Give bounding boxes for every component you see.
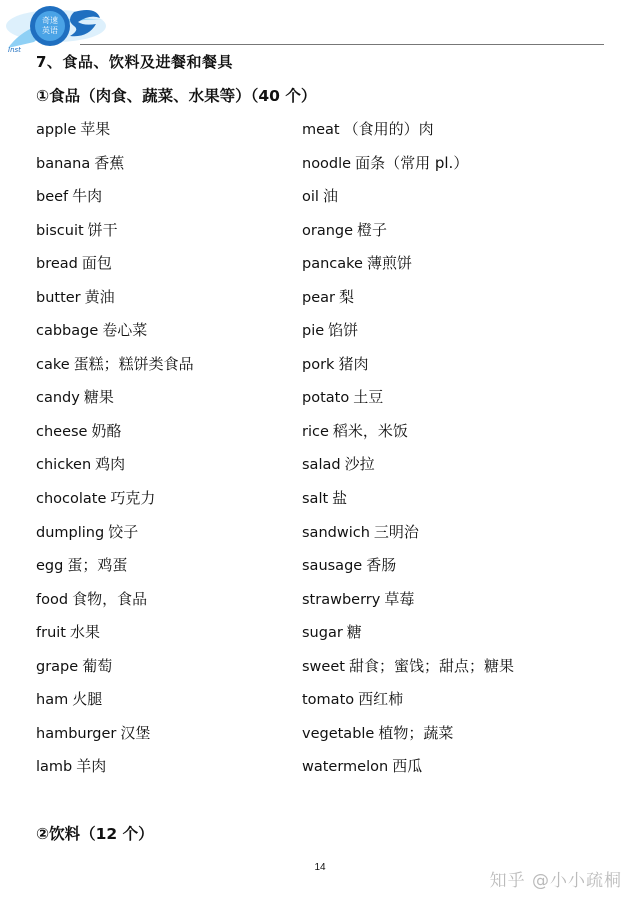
vocab-word: salt — [302, 491, 329, 508]
drinks-subsection-title: ②饮料（12 个） — [36, 825, 154, 843]
vocab-meaning: 卷心菜 — [102, 321, 148, 340]
vocab-word: butter — [36, 289, 81, 306]
vocab-meaning: 梨 — [338, 287, 354, 306]
vocab-meaning: 鸡肉 — [95, 455, 126, 474]
vocab-word: sweet — [302, 658, 345, 675]
vocab-meaning: 馅饼 — [328, 321, 359, 340]
vocab-word: rice — [302, 423, 329, 440]
page-number: 14 — [314, 862, 326, 873]
vocab-word: orange — [302, 222, 354, 239]
vocab-word: pork — [302, 356, 335, 373]
vocab-entry — [302, 418, 514, 452]
vocab-entry — [36, 619, 194, 653]
vocab-word: dumpling — [36, 524, 105, 541]
vocab-word: watermelon — [302, 759, 389, 776]
vocab-entry — [36, 519, 194, 553]
vocab-meaning: 苹果 — [80, 120, 111, 138]
vocab-word: sausage — [302, 558, 363, 575]
vocab-entry — [36, 485, 194, 519]
vocab-entry — [36, 284, 194, 318]
vocab-word: cake — [36, 356, 70, 373]
vocab-entry — [302, 150, 514, 184]
vocab-entry — [36, 686, 194, 720]
vocab-meaning: 甜食；蜜饯；甜点；糖果 — [348, 656, 514, 675]
vocab-word: hamburger — [36, 725, 117, 742]
vocab-meaning: 薄煎饼 — [366, 254, 412, 273]
vocab-entry — [302, 519, 514, 553]
vocab-entry — [36, 720, 194, 754]
vocab-word: noodle — [302, 155, 352, 172]
vocab-entry — [36, 418, 194, 452]
vocab-word: cheese — [36, 423, 88, 440]
food-subsection-title: ①食品（肉食、蔬菜、水果等）（40 个） — [36, 87, 317, 105]
vocab-entry — [302, 284, 514, 318]
vocab-meaning: 橙子 — [357, 220, 388, 239]
vocab-entry — [36, 183, 194, 217]
food-list-left — [36, 116, 194, 787]
vocab-word: food — [36, 591, 69, 608]
vocab-word: fruit — [36, 625, 66, 642]
vocab-word: tomato — [302, 692, 355, 709]
vocab-meaning: （食用的）肉 — [343, 120, 434, 138]
vocab-entry — [36, 217, 194, 251]
vocab-word: lamb — [36, 759, 73, 776]
vocab-word: chicken — [36, 457, 92, 474]
vocab-word: oil — [302, 189, 319, 206]
vocab-entry — [302, 183, 514, 217]
vocab-meaning: 羊肉 — [76, 757, 107, 776]
vocab-entry — [36, 116, 194, 150]
vocab-entry — [36, 753, 194, 787]
vocab-meaning: 牛肉 — [72, 187, 103, 206]
vocab-word: meat — [302, 122, 340, 138]
vocab-entry — [302, 552, 514, 586]
vocab-entry — [36, 653, 194, 687]
vocab-meaning: 饺子 — [108, 522, 139, 541]
vocab-entry — [302, 619, 514, 653]
vocab-word: biscuit — [36, 222, 84, 239]
vocab-meaning: 火腿 — [72, 690, 103, 709]
vocab-entry — [302, 720, 514, 754]
brand-logo — [4, 2, 124, 54]
vocab-word: chocolate — [36, 491, 107, 508]
vocab-meaning: 蛋糕；糕饼类食品 — [73, 354, 194, 373]
logo-text-top: 奇速 — [42, 16, 58, 25]
vocab-word: ham — [36, 692, 69, 709]
vocab-meaning: 猪肉 — [338, 354, 369, 373]
vocab-word: beef — [36, 189, 69, 206]
vocab-word: egg — [36, 558, 64, 575]
vocab-meaning: 西瓜 — [392, 757, 423, 776]
vocab-entry — [302, 451, 514, 485]
vocab-entry — [36, 552, 194, 586]
vocab-meaning: 油 — [322, 187, 338, 206]
vocab-word: salad — [302, 457, 341, 474]
vocab-word: apple — [36, 122, 77, 138]
vocab-meaning: 黄油 — [84, 287, 115, 306]
vocab-word: banana — [36, 155, 91, 172]
vocab-entry — [36, 150, 194, 184]
vocab-entry — [36, 586, 194, 620]
food-list-right — [302, 116, 514, 787]
vocab-meaning: 食物，食品 — [72, 589, 148, 608]
vocab-meaning: 植物；蔬菜 — [378, 723, 454, 742]
vocab-entry — [302, 116, 514, 150]
vocab-meaning: 沙拉 — [344, 455, 375, 474]
vocab-entry — [302, 586, 514, 620]
vocab-meaning: 蛋；鸡蛋 — [67, 556, 128, 575]
vocab-entry — [302, 351, 514, 385]
vocab-entry — [302, 753, 514, 787]
vocab-entry — [302, 217, 514, 251]
vocab-entry — [302, 317, 514, 351]
logo-text-bottom: 英语 — [42, 26, 58, 35]
vocab-word: pancake — [302, 256, 363, 273]
vocab-meaning: 葡萄 — [82, 656, 113, 675]
vocab-meaning: 稻米，米饭 — [332, 421, 408, 440]
vocab-entry — [302, 653, 514, 687]
vocab-word: sugar — [302, 625, 343, 642]
vocab-meaning: 香肠 — [366, 556, 397, 575]
watermark: 知乎 @小小疏桐 — [489, 871, 622, 891]
vocab-word: pear — [302, 289, 335, 306]
logo-sub-text: Inst — [8, 46, 21, 54]
vocab-word: cabbage — [36, 323, 99, 340]
vocab-entry — [302, 384, 514, 418]
vocab-entry — [302, 485, 514, 519]
vocab-word: bread — [36, 256, 78, 273]
vocab-word: grape — [36, 658, 79, 675]
vocab-meaning: 汉堡 — [120, 723, 151, 742]
vocab-meaning: 面包 — [81, 254, 112, 273]
vocab-meaning: 三明治 — [373, 522, 419, 541]
vocab-entry — [302, 250, 514, 284]
vocab-word: potato — [302, 390, 350, 407]
vocab-meaning: 水果 — [69, 623, 100, 642]
vocab-meaning: 草莓 — [384, 589, 415, 608]
vocab-meaning: 巧克力 — [110, 489, 156, 508]
vocab-meaning: 面条（常用 pl.） — [355, 153, 469, 172]
section-title: 7、食品、饮料及进餐和餐具 — [36, 53, 233, 71]
vocab-word: pie — [302, 323, 325, 340]
vocab-entry — [36, 317, 194, 351]
header-divider — [80, 44, 604, 45]
vocab-meaning: 糖 — [346, 623, 362, 642]
vocab-entry — [36, 451, 194, 485]
vocab-entry — [302, 686, 514, 720]
vocab-entry — [36, 250, 194, 284]
vocab-meaning: 饼干 — [87, 220, 118, 239]
vocab-meaning: 土豆 — [353, 388, 384, 407]
vocab-meaning: 糖果 — [83, 388, 114, 407]
vocab-word: candy — [36, 390, 80, 407]
vocab-meaning: 盐 — [332, 489, 348, 508]
vocab-entry — [36, 384, 194, 418]
vocab-word: sandwich — [302, 524, 370, 541]
vocab-entry — [36, 351, 194, 385]
vocab-word: vegetable — [302, 725, 375, 742]
vocab-meaning: 奶酪 — [91, 421, 122, 440]
vocab-word: strawberry — [302, 591, 381, 608]
vocab-meaning: 西红柿 — [358, 690, 404, 709]
vocab-meaning: 香蕉 — [94, 153, 125, 172]
